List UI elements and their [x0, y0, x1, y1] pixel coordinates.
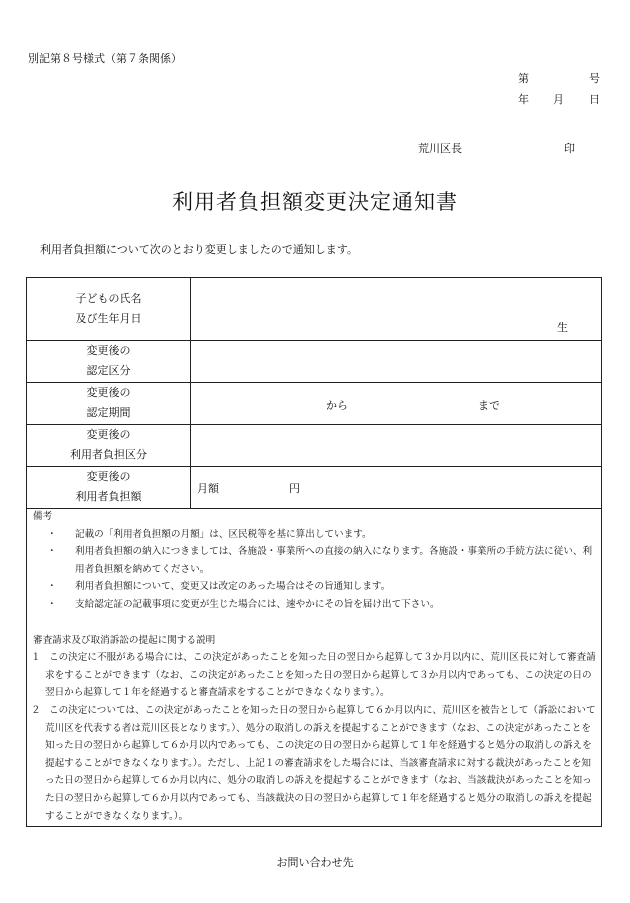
cert-class-label: 変更後の 認定区分: [27, 340, 191, 382]
appeal-item: [27, 649, 601, 702]
table-row-burden-class: [27, 424, 601, 466]
appeal-item-text: この決定については、この決定があったことを知った日の翌日から起算して６か月以内に、荒川区を被告として（訴訟において荒川区を代表する者は荒川区長となります。）、処分の取消しの訴えを提起することができます（なお、この決定があったことを知った日の翌日から起算して６か月以内であっても、この決定の日の翌日から起算して１年を経過すると処分の取消しの訴えを提起することができなくなります。）。ただし、上記１の審査請求をした場合には、当該審査請求に対する裁決があったことを知った日の翌日から起算して６か月以内に、処分の取消しの訴えを提起することができます（なお、当該裁決があったことを知った日の翌日から起算して６か月以内であっても、当該裁決の日の翌日から起算して１年を経過すると処分の取消しの訴えを提起することができなくなります。）。: [45, 704, 596, 822]
seal-mark: 印: [564, 142, 575, 155]
note-text: 記載の「利用者負担額の月額」は、区民税等を基に算出しています。: [75, 528, 372, 540]
form-reference: 別記第８号様式（第７条関係）: [28, 52, 182, 65]
bullet-mark: ・: [47, 581, 57, 593]
note-item: [27, 526, 601, 544]
burden-amount-field[interactable]: [191, 466, 602, 508]
date-day-label: 日: [589, 93, 600, 106]
note-item: [27, 543, 601, 578]
appeal-heading: 審査請求及び取消訴訟の提起に関する説明: [33, 634, 216, 646]
period-to: まで: [478, 398, 500, 412]
cert-period-field[interactable]: [191, 382, 602, 424]
note-item: [27, 578, 601, 596]
table-row-burden-amount: [27, 466, 601, 508]
note-item: [27, 596, 601, 614]
form-frame: [26, 277, 602, 827]
bullet-mark: ・: [47, 598, 57, 610]
table-row-cert-period: [27, 382, 601, 424]
appeal-item: [27, 702, 601, 825]
appeal-item-number: １: [31, 652, 41, 664]
bullet-mark: ・: [47, 528, 57, 540]
birth-suffix: 生: [557, 320, 568, 334]
table-row-cert-class: [27, 340, 601, 382]
bullet-mark: ・: [47, 546, 57, 558]
document-title: 利用者負担額変更決定通知書: [172, 190, 458, 214]
document-number-suffix: 号: [589, 72, 600, 85]
child-name-label: 子どもの氏名 及び生年月日: [27, 278, 191, 340]
note-text: 利用者負担額の納入につきましては、各施設・事業所への直接の納入になります。各施設・事業所の手続方法に従い、利用者負担額を納めてください。: [75, 546, 593, 575]
cert-period-label: 変更後の 認定期間: [27, 382, 191, 424]
appeal-item-text: この決定に不服がある場合には、この決定があったことを知った日の翌日から起算して３か月以内に、荒川区長に対して審査請求をすることができます（なお、この決定があったことを知った日の翌日から起算して３か月以内であっても、この決定の日の翌日から起算して１年を経過すると審査請求をすることができなくなります。）。: [45, 652, 596, 699]
child-name-field[interactable]: [191, 278, 602, 340]
note-text: 支給認定証の記載事項に変更が生じた場合には、速やかにその旨を届け出て下さい。: [75, 598, 440, 610]
appeal-item-number: ２: [31, 704, 41, 716]
burden-amount-label: 変更後の 利用者負担額: [27, 466, 191, 508]
burden-class-field[interactable]: [191, 424, 602, 466]
date-month-label: 月: [553, 93, 564, 106]
period-from: から: [326, 398, 348, 412]
document-number-label: 第: [518, 72, 529, 85]
notes-section: [27, 508, 601, 825]
issuer-name: 荒川区長: [418, 142, 462, 155]
contact-label: お問い合わせ先: [276, 856, 354, 869]
lead-sentence: 利用者負担額について次のとおり変更しましたので通知します。: [40, 243, 358, 256]
burden-class-label: 変更後の 利用者負担区分: [27, 424, 191, 466]
date-year-label: 年: [518, 93, 529, 106]
note-text: 利用者負担額について、変更又は改定のあった場合はその旨通知します。: [75, 581, 391, 593]
table-row-child: [27, 278, 601, 340]
monthly-label: 月額: [197, 481, 219, 495]
details-table: [27, 278, 601, 509]
yen-unit: 円: [289, 481, 300, 495]
cert-class-field[interactable]: [191, 340, 602, 382]
notes-heading: 備考: [33, 511, 53, 522]
